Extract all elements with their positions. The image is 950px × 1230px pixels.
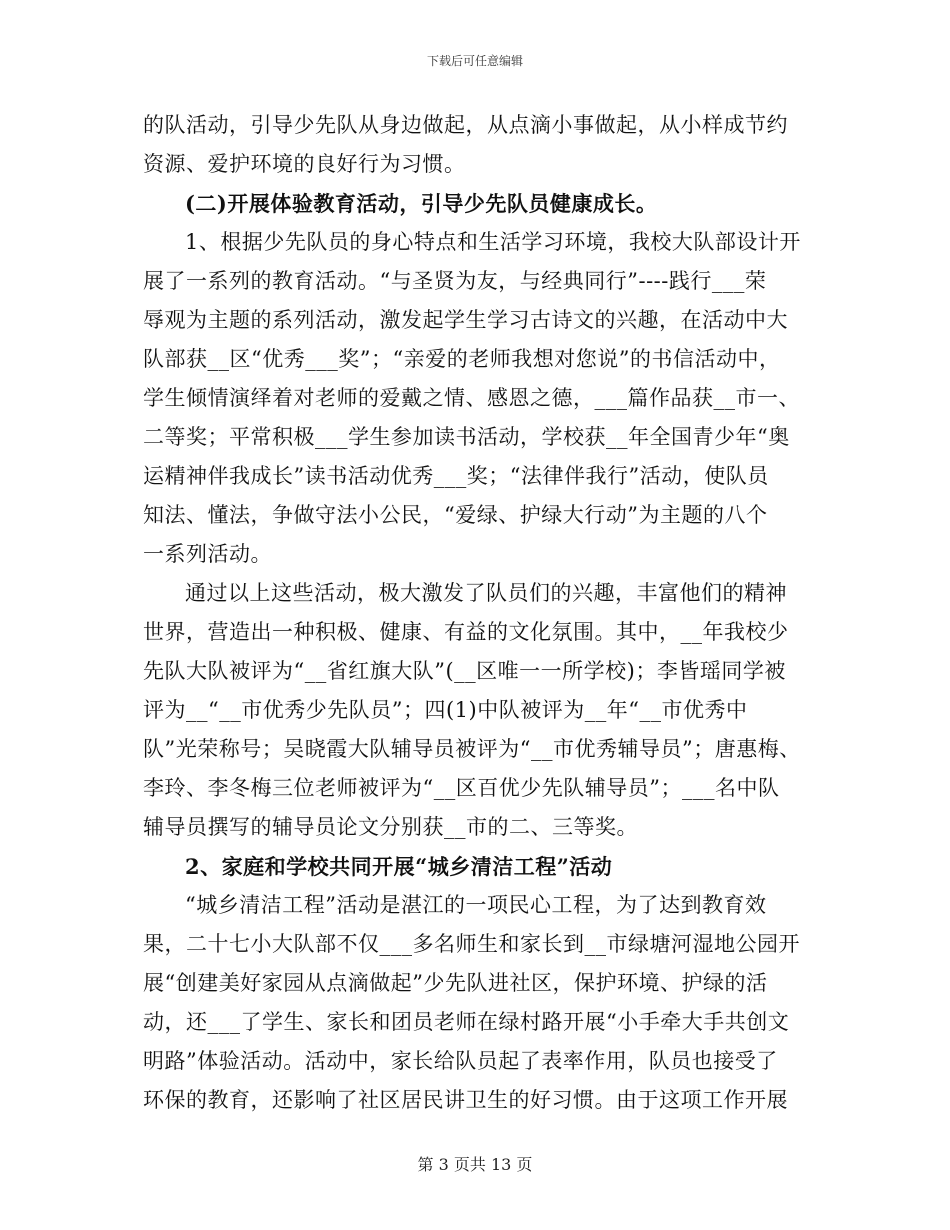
section-heading-line: 2、家庭和学校共同开展“城乡清洁工程”活动 xyxy=(185,854,613,879)
text-line: 李玲、李冬梅三位老师被评为“__区百优少先队辅导员”；___名中队 xyxy=(143,776,780,800)
text-line: 世界，营造出一种积极、健康、有益的文化氛围。其中，__年我校少 xyxy=(143,620,789,644)
text-line: 果，二十七小大队部不仅___多名师生和家长到__市绿塘河湿地公园开 xyxy=(143,932,800,956)
section-heading-line: (二)开展体验教育活动，引导少先队员健康成长。 xyxy=(185,191,658,216)
text-line: 先队大队被评为“__省红旗大队”(__区唯一一所学校)；李皆瑶同学被 xyxy=(143,659,786,683)
text-line: 环保的教育，还影响了社区居民讲卫生的好习惯。由于这项工作开展 xyxy=(143,1088,788,1112)
text-line: 知法、懂法，争做守法小公民，“爱绿、护绿大行动”为主题的八个 xyxy=(143,503,768,527)
text-line: 动，还___了学生、家长和团员老师在绿村路开展“小手牵大手共创文 xyxy=(143,1010,790,1034)
text-line: 运精神伴我成长”读书活动优秀___奖；“法律伴我行”活动，使队员 xyxy=(143,464,769,488)
text-line: 一系列活动。 xyxy=(143,542,272,566)
text-line: 展了一系列的教育活动。“与圣贤为友，与经典同行”----践行___荣 xyxy=(143,269,767,293)
text-line: 资源、爱护环境的良好行为习惯。 xyxy=(143,152,466,176)
text-line: 辅导员撰写的辅导员论文分别获__市的二、三等奖。 xyxy=(143,815,638,839)
text-line: 展“创建美好家园从点滴做起”少先队进社区，保护环境、护绿的活 xyxy=(143,971,768,995)
text-line: 队”光荣称号；吴晓霞大队辅导员被评为“__市优秀辅导员”；唐惠梅、 xyxy=(143,737,801,761)
page-header: 下载后可任意编辑 xyxy=(426,54,523,68)
text-line: “城乡清洁工程”活动是湛江的一项民心工程，为了达到教育效 xyxy=(185,893,767,917)
text-line: 通过以上这些活动，极大激发了队员们的兴趣，丰富他们的精神 xyxy=(185,581,787,605)
text-line: 的队活动，引导少先队从身边做起，从点滴小事做起，从小样成节约 xyxy=(143,113,788,137)
text-line: 1、根据少先队员的身心特点和生活学习环境，我校大队部设计开 xyxy=(185,230,801,254)
text-line: 评为__“__市优秀少先队员”；四(1)中队被评为__年“__市优秀中 xyxy=(143,698,748,722)
text-line: 二等奖；平常积极___学生参加读书活动，学校获__年全国青少年“奥 xyxy=(143,425,790,449)
text-line: 队部获__区“优秀___奖”；“亲爱的老师我想对您说”的书信活动中， xyxy=(143,347,781,371)
text-line: 学生倾情演绎着对老师的爱戴之情、感恩之德，___篇作品获__市一、 xyxy=(143,386,800,410)
page-footer: 第 3 页共 13 页 xyxy=(417,1155,533,1174)
document-body xyxy=(143,106,823,1120)
text-line: 辱观为主题的系列活动，激发起学生学习古诗文的兴趣，在活动中大 xyxy=(143,308,788,332)
text-line: 明路”体验活动。活动中，家长给队员起了表率作用，队员也接受了 xyxy=(143,1049,778,1073)
